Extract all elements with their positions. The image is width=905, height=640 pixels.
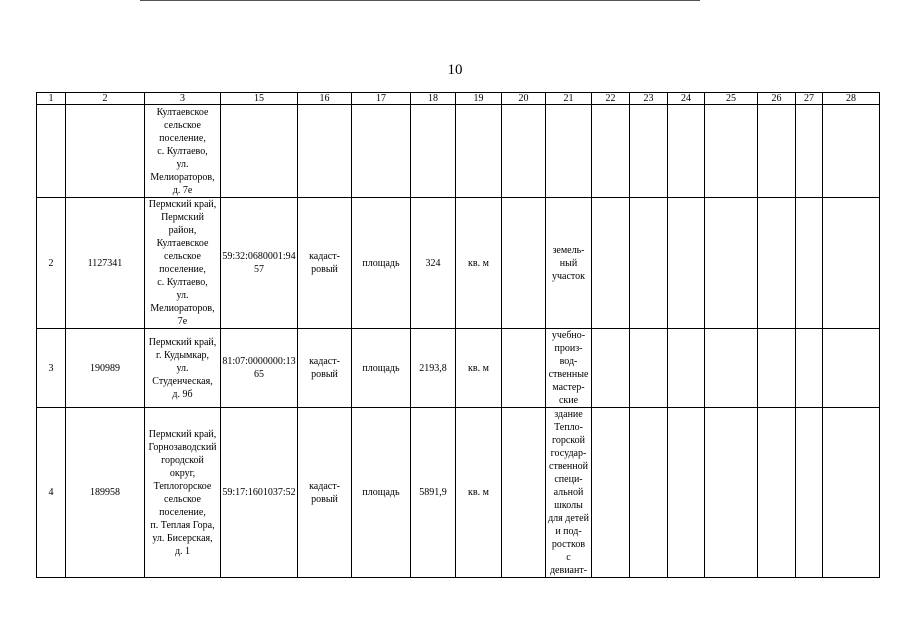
row-number: 4 xyxy=(37,408,66,578)
registry-number: 1127341 xyxy=(66,198,145,329)
column-header: 24 xyxy=(668,93,705,105)
column-header: 27 xyxy=(796,93,823,105)
cadastral-number: 81:07:0000000:1365 xyxy=(221,329,298,408)
column-number-row xyxy=(37,93,880,105)
empty-cell xyxy=(705,408,758,578)
column-header: 1 xyxy=(37,93,66,105)
empty-cell xyxy=(758,408,796,578)
table-row xyxy=(37,408,880,578)
column-header: 2 xyxy=(66,93,145,105)
column-header: 25 xyxy=(705,93,758,105)
identifier-type: кадаст- ровый xyxy=(298,408,352,578)
unit: кв. м xyxy=(456,408,502,578)
identifier-type: кадаст- ровый xyxy=(298,329,352,408)
column-header: 18 xyxy=(411,93,456,105)
column-header: 15 xyxy=(221,93,298,105)
property-register-table xyxy=(36,92,880,578)
empty-cell xyxy=(796,198,823,329)
empty-cell xyxy=(796,329,823,408)
cadastral-number: 59:32:0680001:9457 xyxy=(221,198,298,329)
table-row xyxy=(37,329,880,408)
address-cell: Пермский край, Пермский район, Култаевское сельское поселение, с. Култаево, ул. Мелиораторов, 7е xyxy=(145,198,221,329)
parameter-value: 2193,8 xyxy=(411,329,456,408)
empty-cell xyxy=(630,329,668,408)
table-row xyxy=(37,105,880,198)
empty-cell xyxy=(758,329,796,408)
unit: кв. м xyxy=(456,329,502,408)
cadastral-number xyxy=(221,105,298,198)
row-number xyxy=(37,105,66,198)
empty-cell xyxy=(823,329,880,408)
empty-cell xyxy=(592,105,630,198)
unit: кв. м xyxy=(456,198,502,329)
column-header: 28 xyxy=(823,93,880,105)
empty-cell xyxy=(705,329,758,408)
empty-cell xyxy=(592,408,630,578)
object-name: здание Тепло- горской государ- ственной специ- альной школы для детей и под- ростков с девиант- xyxy=(546,408,592,578)
registry-number xyxy=(66,105,145,198)
cadastral-number: 59:17:1601037:52 xyxy=(221,408,298,578)
parameter-name: площадь xyxy=(352,408,411,578)
object-name: учебно- произ- вод- ственные мастер- ские xyxy=(546,329,592,408)
empty-cell xyxy=(630,408,668,578)
column-header: 23 xyxy=(630,93,668,105)
empty-cell xyxy=(630,198,668,329)
address-cell: Пермский край, Горнозаводский городской округ, Теплогорское сельское поселение, п. Теплая Гора, ул. Бисерская, д. 1 xyxy=(145,408,221,578)
empty-cell xyxy=(823,408,880,578)
empty-cell xyxy=(668,198,705,329)
empty-cell xyxy=(668,105,705,198)
empty-cell xyxy=(705,105,758,198)
parameter-value xyxy=(411,105,456,198)
empty-cell xyxy=(705,198,758,329)
unit xyxy=(456,105,502,198)
column-header: 16 xyxy=(298,93,352,105)
empty-cell xyxy=(668,329,705,408)
empty-cell xyxy=(592,329,630,408)
empty-cell xyxy=(758,105,796,198)
column-header: 17 xyxy=(352,93,411,105)
empty-cell xyxy=(796,408,823,578)
column-header: 21 xyxy=(546,93,592,105)
registry-number: 189958 xyxy=(66,408,145,578)
empty-cell xyxy=(823,198,880,329)
row-number: 3 xyxy=(37,329,66,408)
identifier-type xyxy=(298,105,352,198)
empty-cell xyxy=(592,198,630,329)
column-header: 22 xyxy=(592,93,630,105)
address-cell: Култаевское сельское поселение, с. Култаево, ул. Мелиораторов, д. 7е xyxy=(145,105,221,198)
empty-cell xyxy=(758,198,796,329)
column-header: 26 xyxy=(758,93,796,105)
top-rule xyxy=(140,0,700,1)
parameter-name: площадь xyxy=(352,329,411,408)
parameter-name: площадь xyxy=(352,198,411,329)
identifier-type: кадаст- ровый xyxy=(298,198,352,329)
column-20-cell xyxy=(502,408,546,578)
address-cell: Пермский край, г. Кудымкар, ул. Студенческая, д. 9б xyxy=(145,329,221,408)
column-20-cell xyxy=(502,329,546,408)
parameter-name xyxy=(352,105,411,198)
page-number: 10 xyxy=(447,62,463,78)
empty-cell xyxy=(630,105,668,198)
column-20-cell xyxy=(502,105,546,198)
column-header: 20 xyxy=(502,93,546,105)
object-name: земель- ный участок xyxy=(546,198,592,329)
parameter-value: 324 xyxy=(411,198,456,329)
object-name xyxy=(546,105,592,198)
empty-cell xyxy=(796,105,823,198)
table-row xyxy=(37,198,880,329)
registry-number: 190989 xyxy=(66,329,145,408)
parameter-value: 5891,9 xyxy=(411,408,456,578)
row-number: 2 xyxy=(37,198,66,329)
empty-cell xyxy=(823,105,880,198)
empty-cell xyxy=(668,408,705,578)
column-20-cell xyxy=(502,198,546,329)
column-header: 19 xyxy=(456,93,502,105)
column-header: 3 xyxy=(145,93,221,105)
